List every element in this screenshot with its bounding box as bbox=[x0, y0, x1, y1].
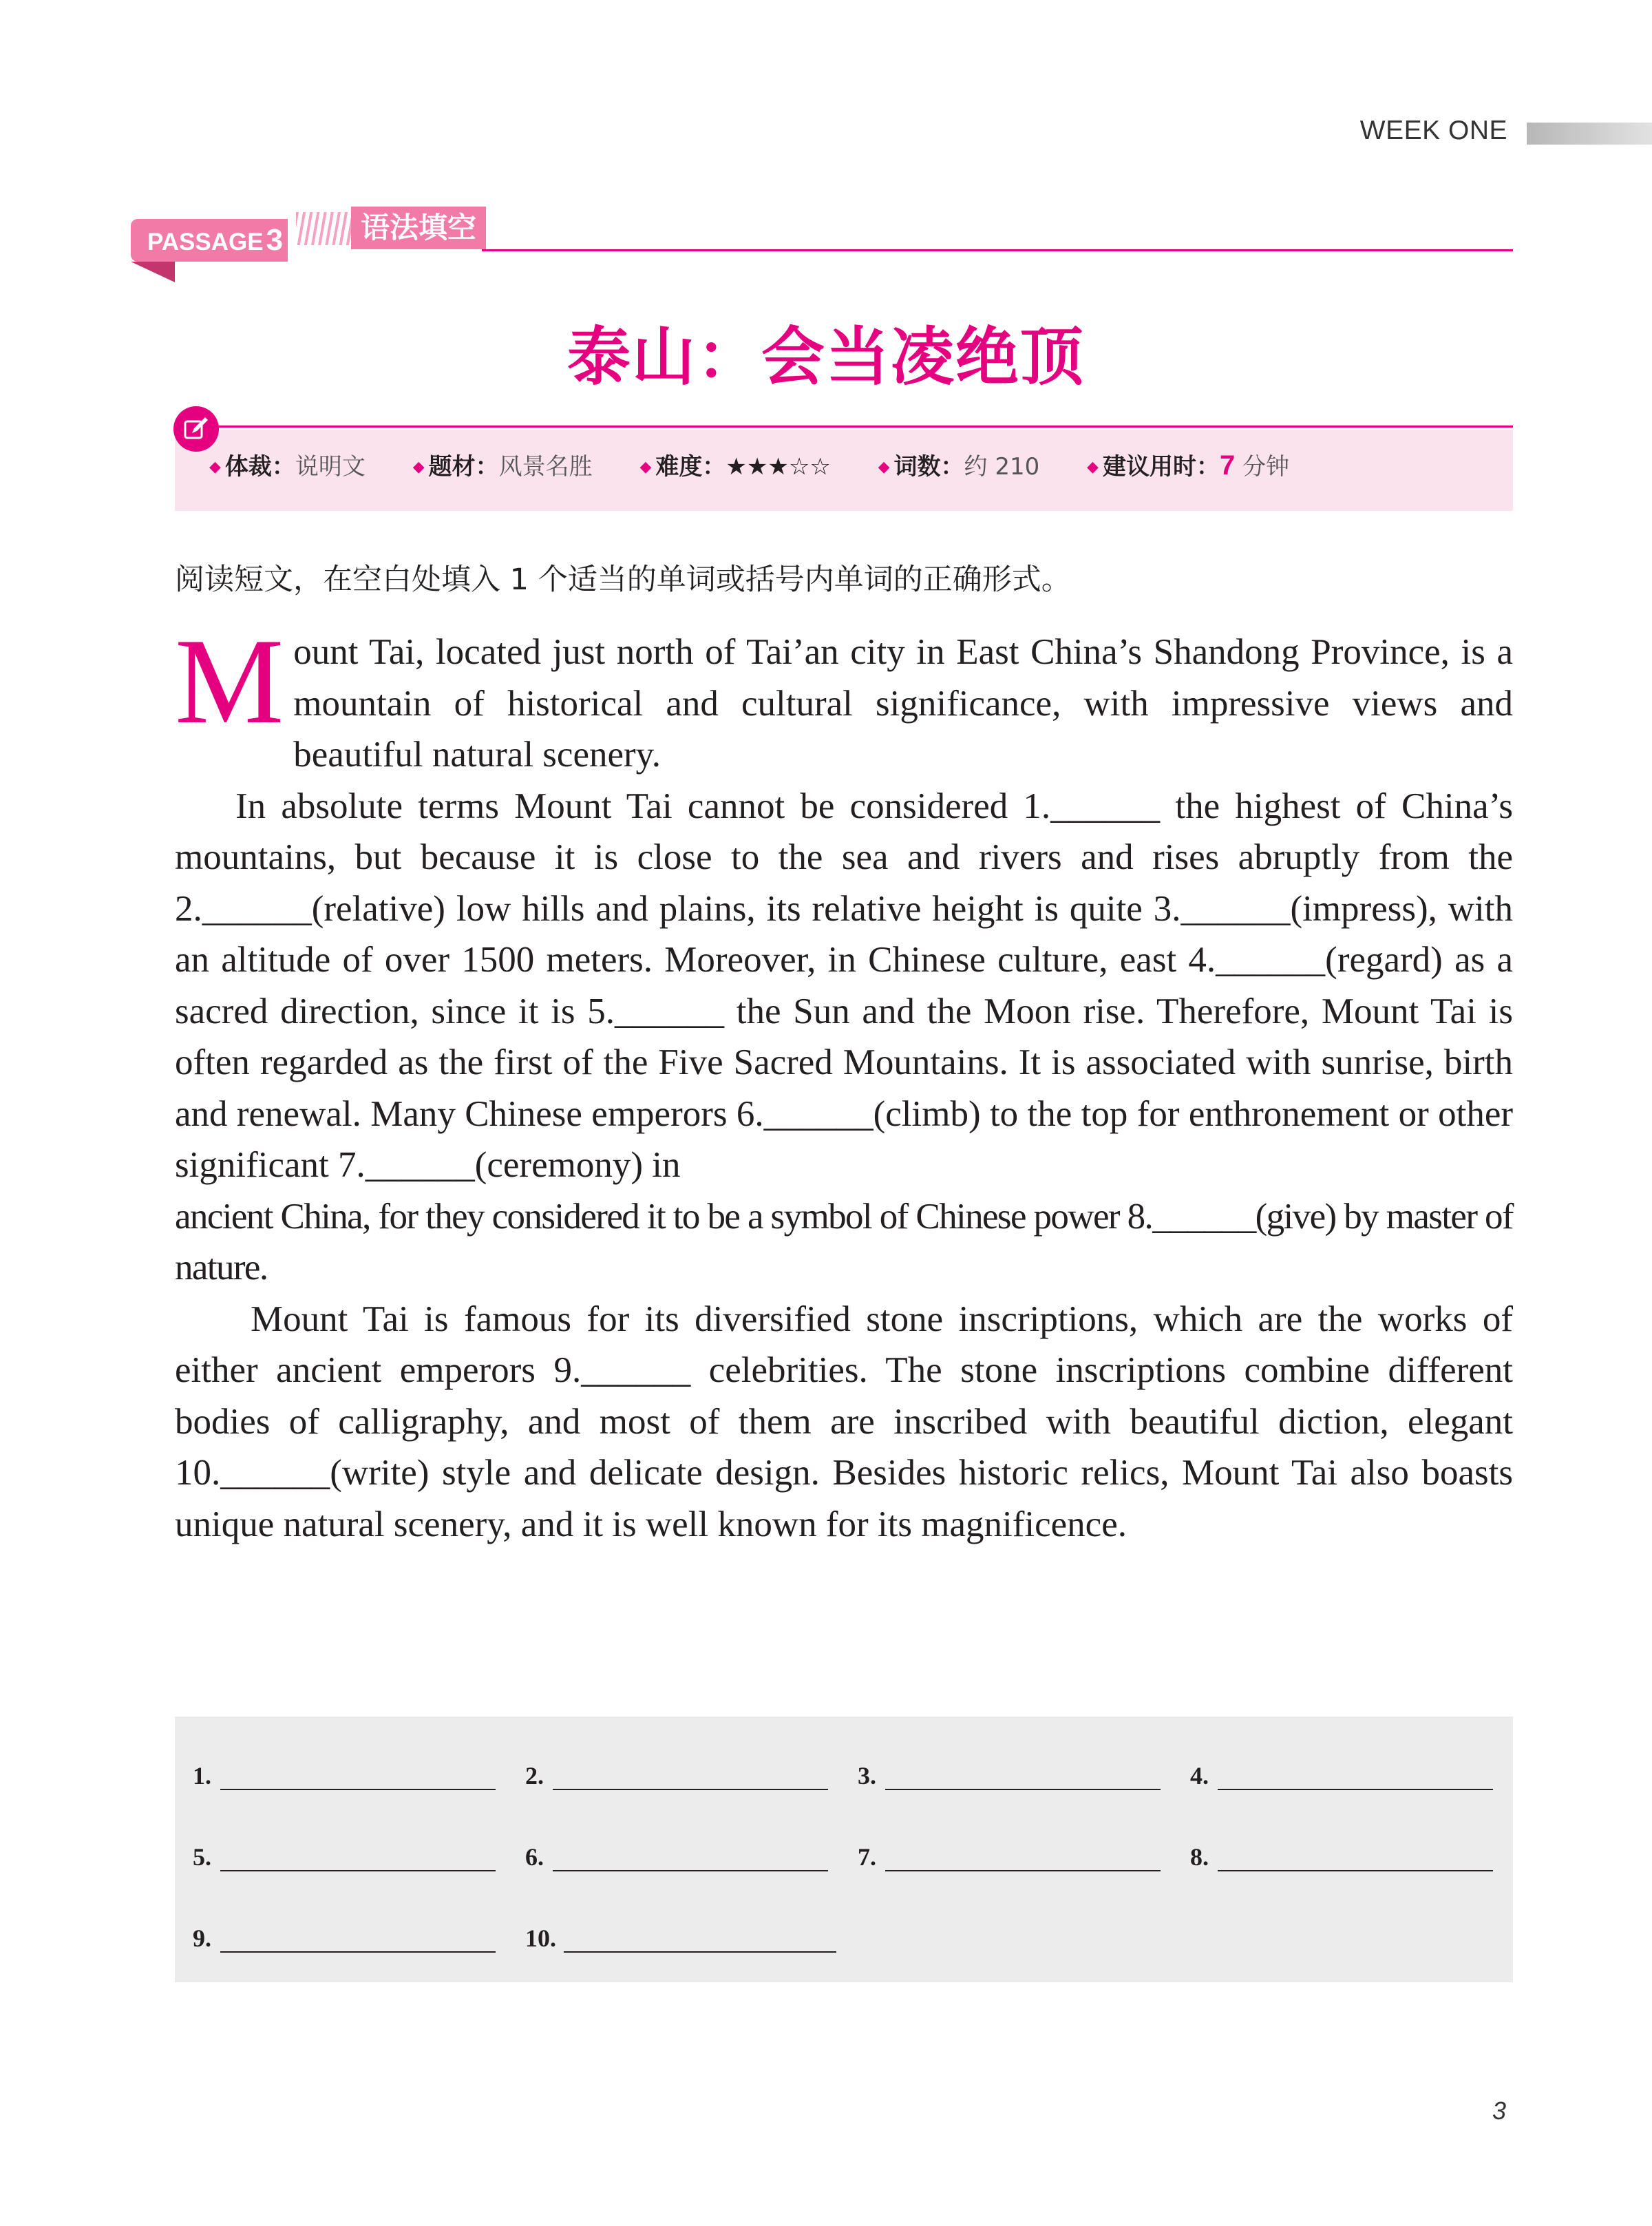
drop-cap: M bbox=[175, 613, 284, 749]
difficulty-stars: ★★★☆☆ bbox=[726, 453, 831, 481]
info-topic: ◆ 题材 ： 风景名胜 bbox=[413, 453, 593, 481]
info-genre: ◆ 体裁 ： 说明文 bbox=[209, 453, 366, 481]
passage-text bbox=[175, 613, 1513, 1550]
answer-blank-3[interactable] bbox=[885, 1789, 1161, 1790]
paragraph-3: Mount Tai is famous for its diversified stone inscriptions, which are the works of either ancient emperors 9.______ celebrities. The stone inscriptions combine different bodies of calligraphy, and most of them are inscribed with beautiful diction, elegant 10.______(write) style and delicate design. Besides historic relics, Mount Tai also boasts unique natural scenery, and it is well known for its magnificence. bbox=[175, 1299, 1513, 1544]
info-difficulty: ◆ 难度 ： ★★★☆☆ bbox=[639, 453, 830, 481]
paragraph-1: ount Tai, located just north of Tai’an city in East China’s Shandong Province, is a mountain of historical and cultural significance, with impressive views and beautiful natural scenery. bbox=[293, 632, 1513, 775]
answer-label-4: 4. bbox=[1190, 1762, 1209, 1789]
answer-label-1: 1. bbox=[193, 1762, 211, 1789]
week-bar bbox=[1527, 123, 1652, 145]
paragraph-2: In absolute terms Mount Tai cannot be considered 1.______ the highest of China’s mountains, but because it is close to the sea and rivers and rises abruptly from the 2.______(relative) low hills and plains, its relative height is quite 3.______(impress), with an altitude of over 1500 meters. Moreover, in Chinese culture, east 4.______(regard) as a sacred direction, since it is 5.______ the Sun and the Moon rise. Therefore, Mount Tai is often regarded as the first of the Five Sacred Mountains. It is associated with sunrise, birth and renewal. Many Chinese emperors 6.______(climb) to the top for enthronement or other significant 7.______(ceremony) in bbox=[175, 786, 1513, 1185]
answer-box bbox=[175, 1716, 1513, 1982]
info-items bbox=[209, 448, 1329, 481]
paragraph-2-end: ancient China, for they considered it to be a symbol of Chinese power 8.______(give) by master of nature. bbox=[175, 1196, 1513, 1288]
answer-blank-10[interactable] bbox=[564, 1951, 836, 1953]
tag-ribbon-tail bbox=[131, 262, 175, 282]
passage-tag bbox=[131, 219, 288, 262]
answer-blank-9[interactable] bbox=[220, 1951, 496, 1953]
answer-label-7: 7. bbox=[858, 1843, 876, 1871]
answer-label-2: 2. bbox=[525, 1762, 544, 1789]
info-word-count: ◆ 词数 ： 约 210 bbox=[878, 453, 1040, 481]
answer-label-5: 5. bbox=[193, 1843, 211, 1871]
answer-blank-2[interactable] bbox=[553, 1789, 828, 1790]
answer-label-6: 6. bbox=[525, 1843, 544, 1871]
answer-blank-5[interactable] bbox=[220, 1870, 496, 1871]
answer-blank-1[interactable] bbox=[220, 1789, 496, 1790]
answer-blank-7[interactable] bbox=[885, 1870, 1161, 1871]
answer-label-3: 3. bbox=[858, 1762, 876, 1789]
answer-blank-4[interactable] bbox=[1218, 1789, 1493, 1790]
answer-label-8: 8. bbox=[1190, 1843, 1209, 1871]
tag-stripes bbox=[296, 212, 354, 245]
answer-blank-6[interactable] bbox=[553, 1870, 828, 1871]
tag-divider bbox=[482, 249, 1513, 251]
answer-label-9: 9. bbox=[193, 1924, 211, 1952]
passage-tag-text: PASSAGE bbox=[147, 229, 264, 255]
page-number: 3 bbox=[1492, 2097, 1506, 2125]
pencil-icon bbox=[173, 406, 219, 452]
instruction-text: 阅读短文，在空白处填入 1 个适当的单词或括号内单词的正确形式。 bbox=[175, 563, 1071, 597]
exercise-type-label: 语法填空 bbox=[351, 207, 486, 249]
info-time: ◆ 建议用时 ： 7 分钟 bbox=[1087, 453, 1289, 481]
page-title: 泰山：会当凌绝顶 bbox=[566, 320, 1085, 394]
passage-number: 3 bbox=[266, 223, 284, 257]
week-label: WEEK ONE bbox=[1359, 116, 1507, 145]
info-divider bbox=[206, 426, 1513, 428]
answer-label-10: 10. bbox=[525, 1924, 556, 1952]
answer-blank-8[interactable] bbox=[1218, 1870, 1493, 1871]
